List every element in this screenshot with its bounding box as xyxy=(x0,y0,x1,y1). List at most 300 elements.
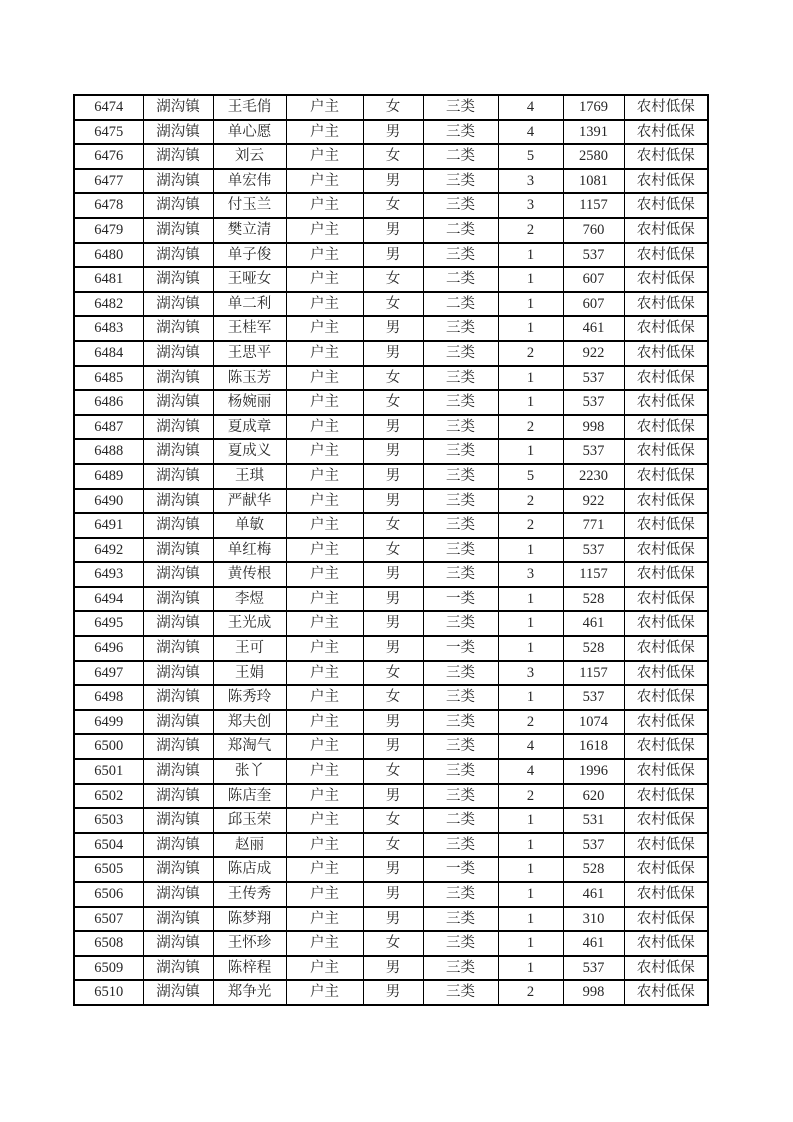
cell-serial-number: 6509 xyxy=(74,956,143,981)
cell-category: 三类 xyxy=(423,95,498,120)
cell-amount: 771 xyxy=(563,513,624,538)
table-row xyxy=(74,784,708,809)
cell-name: 王传秀 xyxy=(213,882,286,907)
cell-amount: 998 xyxy=(563,980,624,1005)
cell-town: 湖沟镇 xyxy=(143,956,213,981)
cell-amount: 537 xyxy=(563,538,624,563)
cell-name: 单二利 xyxy=(213,292,286,317)
cell-gender: 女 xyxy=(363,144,423,169)
cell-town: 湖沟镇 xyxy=(143,833,213,858)
cell-serial-number: 6479 xyxy=(74,218,143,243)
cell-town: 湖沟镇 xyxy=(143,366,213,391)
cell-category: 三类 xyxy=(423,685,498,710)
cell-gender: 男 xyxy=(363,562,423,587)
cell-amount: 998 xyxy=(563,415,624,440)
cell-serial-number: 6508 xyxy=(74,931,143,956)
cell-name: 夏成义 xyxy=(213,439,286,464)
cell-name: 李煜 xyxy=(213,587,286,612)
table-row xyxy=(74,587,708,612)
cell-gender: 女 xyxy=(363,759,423,784)
cell-household-role: 户主 xyxy=(286,980,363,1005)
cell-household-role: 户主 xyxy=(286,857,363,882)
cell-household-role: 户主 xyxy=(286,636,363,661)
cell-gender: 女 xyxy=(363,833,423,858)
cell-person-count: 1 xyxy=(498,611,563,636)
cell-gender: 男 xyxy=(363,980,423,1005)
cell-serial-number: 6488 xyxy=(74,439,143,464)
cell-amount: 461 xyxy=(563,611,624,636)
cell-town: 湖沟镇 xyxy=(143,882,213,907)
cell-household-role: 户主 xyxy=(286,833,363,858)
cell-name: 王光成 xyxy=(213,611,286,636)
cell-person-count: 1 xyxy=(498,267,563,292)
cell-person-count: 1 xyxy=(498,439,563,464)
cell-serial-number: 6483 xyxy=(74,316,143,341)
cell-benefit-type: 农村低保 xyxy=(624,218,708,243)
cell-amount: 607 xyxy=(563,292,624,317)
cell-gender: 男 xyxy=(363,636,423,661)
cell-person-count: 1 xyxy=(498,833,563,858)
cell-household-role: 户主 xyxy=(286,267,363,292)
cell-amount: 1157 xyxy=(563,562,624,587)
cell-gender: 男 xyxy=(363,956,423,981)
cell-town: 湖沟镇 xyxy=(143,734,213,759)
cell-household-role: 户主 xyxy=(286,169,363,194)
cell-benefit-type: 农村低保 xyxy=(624,833,708,858)
cell-amount: 922 xyxy=(563,489,624,514)
cell-gender: 男 xyxy=(363,243,423,268)
table-row xyxy=(74,538,708,563)
table-row xyxy=(74,513,708,538)
cell-household-role: 户主 xyxy=(286,882,363,907)
cell-name: 单敏 xyxy=(213,513,286,538)
cell-name: 王桂军 xyxy=(213,316,286,341)
cell-person-count: 1 xyxy=(498,636,563,661)
cell-serial-number: 6498 xyxy=(74,685,143,710)
table-row xyxy=(74,857,708,882)
cell-gender: 男 xyxy=(363,415,423,440)
cell-gender: 男 xyxy=(363,439,423,464)
cell-amount: 537 xyxy=(563,243,624,268)
cell-town: 湖沟镇 xyxy=(143,316,213,341)
cell-gender: 女 xyxy=(363,808,423,833)
cell-serial-number: 6480 xyxy=(74,243,143,268)
cell-serial-number: 6501 xyxy=(74,759,143,784)
cell-amount: 528 xyxy=(563,587,624,612)
cell-name: 陈梓程 xyxy=(213,956,286,981)
table-row xyxy=(74,439,708,464)
cell-person-count: 1 xyxy=(498,857,563,882)
cell-benefit-type: 农村低保 xyxy=(624,193,708,218)
cell-person-count: 3 xyxy=(498,661,563,686)
cell-person-count: 2 xyxy=(498,784,563,809)
cell-name: 王毛俏 xyxy=(213,95,286,120)
cell-category: 三类 xyxy=(423,366,498,391)
cell-gender: 女 xyxy=(363,513,423,538)
table-row xyxy=(74,562,708,587)
cell-category: 三类 xyxy=(423,784,498,809)
cell-person-count: 1 xyxy=(498,316,563,341)
cell-person-count: 4 xyxy=(498,120,563,145)
table-row xyxy=(74,907,708,932)
cell-person-count: 5 xyxy=(498,464,563,489)
cell-household-role: 户主 xyxy=(286,218,363,243)
cell-household-role: 户主 xyxy=(286,341,363,366)
cell-amount: 607 xyxy=(563,267,624,292)
cell-category: 三类 xyxy=(423,907,498,932)
cell-household-role: 户主 xyxy=(286,907,363,932)
table-row xyxy=(74,611,708,636)
cell-name: 刘云 xyxy=(213,144,286,169)
cell-name: 陈店成 xyxy=(213,857,286,882)
cell-amount: 537 xyxy=(563,833,624,858)
cell-serial-number: 6491 xyxy=(74,513,143,538)
cell-gender: 男 xyxy=(363,857,423,882)
cell-gender: 男 xyxy=(363,710,423,735)
cell-serial-number: 6484 xyxy=(74,341,143,366)
cell-name: 郑夫创 xyxy=(213,710,286,735)
cell-household-role: 户主 xyxy=(286,390,363,415)
cell-serial-number: 6502 xyxy=(74,784,143,809)
cell-category: 三类 xyxy=(423,316,498,341)
table-row xyxy=(74,267,708,292)
cell-town: 湖沟镇 xyxy=(143,243,213,268)
cell-person-count: 2 xyxy=(498,341,563,366)
cell-serial-number: 6500 xyxy=(74,734,143,759)
cell-category: 二类 xyxy=(423,218,498,243)
cell-household-role: 户主 xyxy=(286,734,363,759)
table-row xyxy=(74,390,708,415)
cell-gender: 女 xyxy=(363,538,423,563)
cell-town: 湖沟镇 xyxy=(143,489,213,514)
cell-person-count: 5 xyxy=(498,144,563,169)
cell-benefit-type: 农村低保 xyxy=(624,169,708,194)
cell-name: 王怀珍 xyxy=(213,931,286,956)
cell-serial-number: 6499 xyxy=(74,710,143,735)
table-row xyxy=(74,759,708,784)
cell-person-count: 1 xyxy=(498,685,563,710)
cell-amount: 461 xyxy=(563,882,624,907)
cell-amount: 531 xyxy=(563,808,624,833)
table-row xyxy=(74,882,708,907)
cell-town: 湖沟镇 xyxy=(143,710,213,735)
cell-person-count: 2 xyxy=(498,218,563,243)
cell-serial-number: 6504 xyxy=(74,833,143,858)
table-row xyxy=(74,464,708,489)
cell-household-role: 户主 xyxy=(286,366,363,391)
cell-gender: 女 xyxy=(363,95,423,120)
cell-amount: 1996 xyxy=(563,759,624,784)
cell-town: 湖沟镇 xyxy=(143,857,213,882)
cell-amount: 461 xyxy=(563,316,624,341)
cell-serial-number: 6492 xyxy=(74,538,143,563)
cell-household-role: 户主 xyxy=(286,685,363,710)
cell-name: 郑争光 xyxy=(213,980,286,1005)
cell-amount: 1618 xyxy=(563,734,624,759)
table-row xyxy=(74,144,708,169)
table-row xyxy=(74,956,708,981)
cell-benefit-type: 农村低保 xyxy=(624,513,708,538)
cell-name: 邱玉荣 xyxy=(213,808,286,833)
cell-amount: 1391 xyxy=(563,120,624,145)
table-row xyxy=(74,636,708,661)
cell-person-count: 1 xyxy=(498,882,563,907)
cell-person-count: 1 xyxy=(498,587,563,612)
cell-amount: 2580 xyxy=(563,144,624,169)
cell-amount: 2230 xyxy=(563,464,624,489)
cell-town: 湖沟镇 xyxy=(143,169,213,194)
cell-gender: 女 xyxy=(363,685,423,710)
cell-amount: 528 xyxy=(563,636,624,661)
cell-town: 湖沟镇 xyxy=(143,562,213,587)
cell-benefit-type: 农村低保 xyxy=(624,980,708,1005)
cell-name: 夏成章 xyxy=(213,415,286,440)
cell-category: 三类 xyxy=(423,882,498,907)
cell-benefit-type: 农村低保 xyxy=(624,538,708,563)
cell-gender: 男 xyxy=(363,907,423,932)
cell-benefit-type: 农村低保 xyxy=(624,489,708,514)
cell-town: 湖沟镇 xyxy=(143,759,213,784)
cell-category: 三类 xyxy=(423,710,498,735)
cell-benefit-type: 农村低保 xyxy=(624,882,708,907)
cell-serial-number: 6493 xyxy=(74,562,143,587)
cell-household-role: 户主 xyxy=(286,931,363,956)
cell-person-count: 1 xyxy=(498,366,563,391)
cell-person-count: 1 xyxy=(498,808,563,833)
cell-gender: 男 xyxy=(363,464,423,489)
cell-gender: 女 xyxy=(363,366,423,391)
table-row xyxy=(74,980,708,1005)
cell-gender: 男 xyxy=(363,784,423,809)
cell-gender: 男 xyxy=(363,341,423,366)
cell-amount: 1081 xyxy=(563,169,624,194)
cell-benefit-type: 农村低保 xyxy=(624,562,708,587)
table-row xyxy=(74,341,708,366)
cell-serial-number: 6474 xyxy=(74,95,143,120)
cell-person-count: 2 xyxy=(498,415,563,440)
cell-person-count: 1 xyxy=(498,292,563,317)
table-row xyxy=(74,366,708,391)
cell-town: 湖沟镇 xyxy=(143,292,213,317)
cell-name: 严献华 xyxy=(213,489,286,514)
cell-serial-number: 6510 xyxy=(74,980,143,1005)
cell-benefit-type: 农村低保 xyxy=(624,415,708,440)
cell-town: 湖沟镇 xyxy=(143,120,213,145)
cell-category: 二类 xyxy=(423,292,498,317)
cell-category: 一类 xyxy=(423,587,498,612)
cell-household-role: 户主 xyxy=(286,759,363,784)
cell-household-role: 户主 xyxy=(286,95,363,120)
cell-person-count: 3 xyxy=(498,169,563,194)
cell-benefit-type: 农村低保 xyxy=(624,956,708,981)
cell-category: 三类 xyxy=(423,390,498,415)
cell-gender: 男 xyxy=(363,587,423,612)
cell-amount: 537 xyxy=(563,956,624,981)
cell-household-role: 户主 xyxy=(286,661,363,686)
table-row xyxy=(74,415,708,440)
cell-category: 三类 xyxy=(423,833,498,858)
cell-serial-number: 6495 xyxy=(74,611,143,636)
cell-serial-number: 6476 xyxy=(74,144,143,169)
cell-town: 湖沟镇 xyxy=(143,415,213,440)
cell-category: 一类 xyxy=(423,636,498,661)
cell-gender: 男 xyxy=(363,882,423,907)
cell-amount: 1074 xyxy=(563,710,624,735)
cell-category: 一类 xyxy=(423,857,498,882)
cell-town: 湖沟镇 xyxy=(143,685,213,710)
cell-serial-number: 6477 xyxy=(74,169,143,194)
cell-household-role: 户主 xyxy=(286,120,363,145)
cell-name: 王思平 xyxy=(213,341,286,366)
cell-category: 三类 xyxy=(423,562,498,587)
cell-household-role: 户主 xyxy=(286,193,363,218)
cell-amount: 461 xyxy=(563,931,624,956)
cell-town: 湖沟镇 xyxy=(143,636,213,661)
cell-gender: 男 xyxy=(363,316,423,341)
table-row xyxy=(74,489,708,514)
cell-person-count: 1 xyxy=(498,243,563,268)
cell-category: 三类 xyxy=(423,538,498,563)
cell-household-role: 户主 xyxy=(286,538,363,563)
cell-category: 三类 xyxy=(423,415,498,440)
cell-name: 王哑女 xyxy=(213,267,286,292)
cell-household-role: 户主 xyxy=(286,784,363,809)
cell-person-count: 1 xyxy=(498,956,563,981)
cell-amount: 528 xyxy=(563,857,624,882)
cell-person-count: 3 xyxy=(498,562,563,587)
cell-name: 陈玉芳 xyxy=(213,366,286,391)
cell-name: 王琪 xyxy=(213,464,286,489)
cell-gender: 男 xyxy=(363,120,423,145)
cell-benefit-type: 农村低保 xyxy=(624,267,708,292)
cell-benefit-type: 农村低保 xyxy=(624,341,708,366)
cell-gender: 女 xyxy=(363,193,423,218)
cell-town: 湖沟镇 xyxy=(143,218,213,243)
cell-benefit-type: 农村低保 xyxy=(624,685,708,710)
cell-benefit-type: 农村低保 xyxy=(624,907,708,932)
table-row xyxy=(74,734,708,759)
cell-serial-number: 6494 xyxy=(74,587,143,612)
cell-category: 三类 xyxy=(423,513,498,538)
cell-town: 湖沟镇 xyxy=(143,513,213,538)
table-body xyxy=(74,95,708,1005)
cell-serial-number: 6487 xyxy=(74,415,143,440)
cell-name: 郑淘气 xyxy=(213,734,286,759)
cell-person-count: 1 xyxy=(498,931,563,956)
cell-household-role: 户主 xyxy=(286,439,363,464)
cell-serial-number: 6486 xyxy=(74,390,143,415)
cell-benefit-type: 农村低保 xyxy=(624,95,708,120)
cell-name: 赵丽 xyxy=(213,833,286,858)
cell-benefit-type: 农村低保 xyxy=(624,661,708,686)
cell-name: 王娟 xyxy=(213,661,286,686)
cell-serial-number: 6475 xyxy=(74,120,143,145)
cell-category: 三类 xyxy=(423,169,498,194)
cell-town: 湖沟镇 xyxy=(143,464,213,489)
cell-household-role: 户主 xyxy=(286,808,363,833)
table-row xyxy=(74,120,708,145)
cell-category: 三类 xyxy=(423,489,498,514)
cell-person-count: 1 xyxy=(498,907,563,932)
cell-town: 湖沟镇 xyxy=(143,661,213,686)
cell-town: 湖沟镇 xyxy=(143,808,213,833)
cell-category: 二类 xyxy=(423,267,498,292)
cell-household-role: 户主 xyxy=(286,316,363,341)
table-row xyxy=(74,292,708,317)
cell-gender: 男 xyxy=(363,169,423,194)
cell-benefit-type: 农村低保 xyxy=(624,120,708,145)
cell-benefit-type: 农村低保 xyxy=(624,734,708,759)
cell-person-count: 1 xyxy=(498,390,563,415)
cell-town: 湖沟镇 xyxy=(143,980,213,1005)
cell-household-role: 户主 xyxy=(286,710,363,735)
cell-category: 三类 xyxy=(423,759,498,784)
cell-name: 陈秀玲 xyxy=(213,685,286,710)
cell-amount: 1769 xyxy=(563,95,624,120)
cell-household-role: 户主 xyxy=(286,587,363,612)
cell-category: 二类 xyxy=(423,144,498,169)
cell-gender: 女 xyxy=(363,267,423,292)
cell-benefit-type: 农村低保 xyxy=(624,366,708,391)
cell-household-role: 户主 xyxy=(286,243,363,268)
table-row xyxy=(74,808,708,833)
cell-serial-number: 6496 xyxy=(74,636,143,661)
cell-gender: 女 xyxy=(363,661,423,686)
cell-gender: 男 xyxy=(363,489,423,514)
cell-gender: 女 xyxy=(363,931,423,956)
cell-benefit-type: 农村低保 xyxy=(624,759,708,784)
cell-category: 三类 xyxy=(423,193,498,218)
cell-name: 单心愿 xyxy=(213,120,286,145)
cell-name: 单红梅 xyxy=(213,538,286,563)
cell-serial-number: 6478 xyxy=(74,193,143,218)
cell-amount: 537 xyxy=(563,390,624,415)
cell-person-count: 4 xyxy=(498,759,563,784)
cell-gender: 女 xyxy=(363,292,423,317)
table-row xyxy=(74,169,708,194)
cell-person-count: 2 xyxy=(498,710,563,735)
cell-household-role: 户主 xyxy=(286,489,363,514)
cell-benefit-type: 农村低保 xyxy=(624,292,708,317)
cell-benefit-type: 农村低保 xyxy=(624,243,708,268)
cell-benefit-type: 农村低保 xyxy=(624,439,708,464)
cell-name: 陈店奎 xyxy=(213,784,286,809)
cell-category: 三类 xyxy=(423,243,498,268)
cell-household-role: 户主 xyxy=(286,415,363,440)
cell-name: 黄传根 xyxy=(213,562,286,587)
cell-town: 湖沟镇 xyxy=(143,267,213,292)
cell-serial-number: 6507 xyxy=(74,907,143,932)
cell-serial-number: 6481 xyxy=(74,267,143,292)
table-row xyxy=(74,243,708,268)
cell-gender: 男 xyxy=(363,611,423,636)
cell-benefit-type: 农村低保 xyxy=(624,464,708,489)
cell-benefit-type: 农村低保 xyxy=(624,611,708,636)
cell-benefit-type: 农村低保 xyxy=(624,316,708,341)
cell-amount: 760 xyxy=(563,218,624,243)
cell-person-count: 2 xyxy=(498,513,563,538)
cell-name: 付玉兰 xyxy=(213,193,286,218)
cell-town: 湖沟镇 xyxy=(143,341,213,366)
cell-town: 湖沟镇 xyxy=(143,439,213,464)
cell-household-role: 户主 xyxy=(286,956,363,981)
cell-person-count: 2 xyxy=(498,489,563,514)
cell-name: 陈梦翔 xyxy=(213,907,286,932)
cell-name: 樊立清 xyxy=(213,218,286,243)
table-row xyxy=(74,193,708,218)
cell-person-count: 4 xyxy=(498,95,563,120)
cell-town: 湖沟镇 xyxy=(143,193,213,218)
